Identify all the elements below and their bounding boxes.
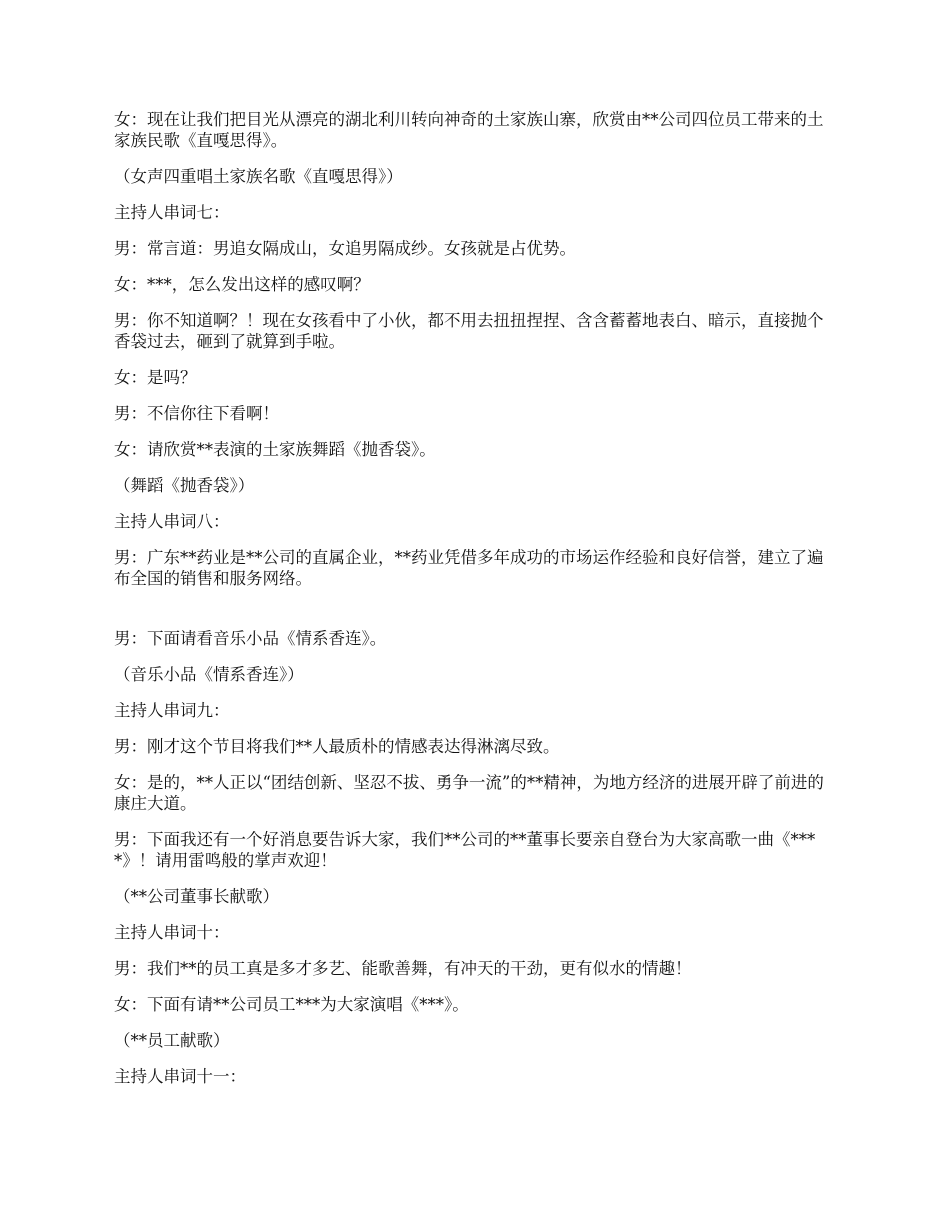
paragraph-10: （舞蹈《抛香袋》） — [114, 476, 255, 495]
paragraph-16: 男：刚才这个节目将我们**人最质朴的情感表达得淋漓尽致。 — [114, 737, 560, 756]
paragraph-13: 男：下面请看音乐小品《情系香连》。 — [114, 629, 387, 648]
paragraph-1: 女：现在让我们把目光从漂亮的湖北利川转向神奇的土家族山寨，欣赏由**公司四位员工带来的土家族民歌《直嘎思得》。 — [114, 110, 824, 150]
paragraph-15: 主持人串词九： — [114, 701, 230, 720]
paragraph-8: 男：不信你往下看啊！ — [114, 404, 279, 423]
paragraph-22: 女：下面有请**公司员工***为大家演唱《***》。 — [114, 995, 469, 1014]
paragraph-11: 主持人串词八： — [114, 512, 230, 531]
paragraph-5: 女：***，怎么发出这样的感叹啊？ — [114, 275, 370, 294]
paragraph-6: 男：你不知道啊？！现在女孩看中了小伙，都不用去扭扭捏捏、含含蓄蓄地表白、暗示，直接抛个香袋过去，砸到了就算到手啦。 — [114, 311, 824, 351]
paragraph-2: （女声四重唱土家族名歌《直嘎思得》） — [114, 167, 403, 186]
paragraph-21: 男：我们**的员工真是多才多艺、能歌善舞，有冲天的干劲，更有似水的情趣！ — [114, 959, 692, 978]
paragraph-7: 女：是吗？ — [114, 368, 197, 387]
paragraph-18: 男：下面我还有一个好消息要告诉大家，我们**公司的**董事长要亲自登台为大家高歌一曲《****》！请用雷鸣般的掌声欢迎！ — [114, 830, 816, 870]
paragraph-23: （**员工献歌） — [114, 1031, 230, 1050]
paragraph-24: 主持人串词十一： — [114, 1067, 246, 1086]
paragraph-14: （音乐小品《情系香连》） — [114, 665, 304, 684]
paragraph-12: 男：广东**药业是**公司的直属企业，**药业凭借多年成功的市场运作经验和良好信誉，建立了遍布全国的销售和服务网络。 — [114, 548, 824, 588]
paragraph-19: （**公司董事长献歌） — [114, 887, 279, 906]
paragraph-17: 女：是的，**人正以“团结创新、坚忍不拔、勇争一流”的**精神，为地方经济的进展开辟了前进的康庄大道。 — [114, 773, 824, 813]
document-body — [114, 109, 839, 1102]
paragraph-4: 男：常言道：男追女隔成山，女追男隔成纱。女孩就是占优势。 — [114, 239, 576, 258]
paragraph-3: 主持人串词七： — [114, 203, 230, 222]
paragraph-20: 主持人串词十： — [114, 923, 230, 942]
blank-gap — [114, 604, 839, 628]
paragraph-9: 女：请欣赏**表演的土家族舞蹈《抛香袋》。 — [114, 440, 436, 459]
